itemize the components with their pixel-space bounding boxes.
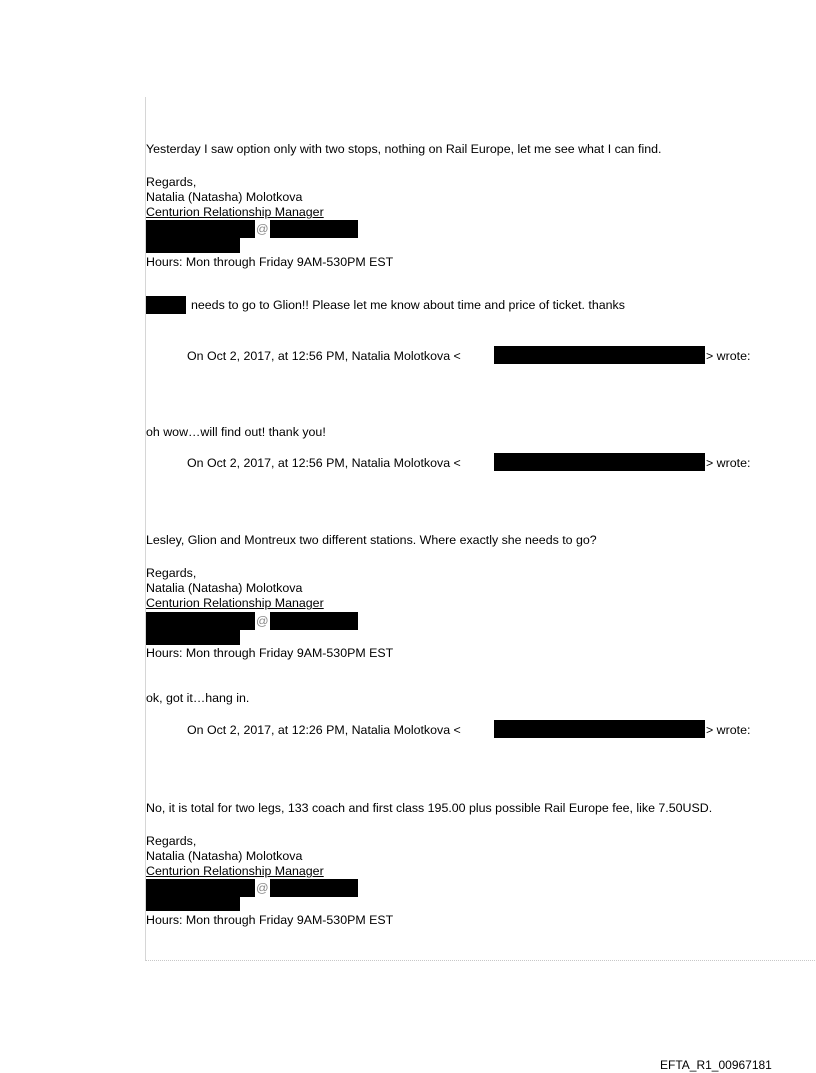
message-body: Yesterday I saw option only with two stops, nothing on Rail Europe, let me see what I can find. bbox=[146, 142, 662, 156]
redaction-box bbox=[270, 220, 358, 238]
signature-name: Natalia (Natasha) Molotkova bbox=[146, 190, 303, 204]
message-body: oh wow…will find out! thank you! bbox=[146, 425, 326, 439]
redaction-box bbox=[146, 879, 255, 897]
signature-at-sign: @ bbox=[256, 222, 269, 236]
signature-name: Natalia (Natasha) Molotkova bbox=[146, 581, 303, 595]
signature-regards: Regards, bbox=[146, 175, 197, 189]
redaction-box bbox=[494, 453, 705, 471]
message-body: ok, got it…hang in. bbox=[146, 691, 250, 705]
signature-name: Natalia (Natasha) Molotkova bbox=[146, 849, 303, 863]
signature-title: Centurion Relationship Manager bbox=[146, 596, 324, 610]
redaction-box bbox=[146, 220, 255, 238]
message-body: No, it is total for two legs, 133 coach and first class 195.00 plus possible Rail Europe fee, like 7.50USD. bbox=[146, 801, 713, 815]
message-body: Lesley, Glion and Montreux two different stations. Where exactly she needs to go? bbox=[146, 533, 597, 547]
redaction-box bbox=[494, 346, 705, 364]
quote-header-prefix: On Oct 2, 2017, at 12:26 PM, Natalia Molotkova < bbox=[187, 723, 461, 737]
signature-hours: Hours: Mon through Friday 9AM-530PM EST bbox=[146, 646, 394, 660]
redaction-box bbox=[146, 296, 186, 314]
signature-title: Centurion Relationship Manager bbox=[146, 205, 324, 219]
signature-hours: Hours: Mon through Friday 9AM-530PM EST bbox=[146, 913, 394, 927]
signature-at-sign: @ bbox=[256, 614, 269, 628]
redaction-box bbox=[146, 238, 240, 253]
redaction-box bbox=[270, 879, 358, 897]
signature-regards: Regards, bbox=[146, 566, 197, 580]
signature-title: Centurion Relationship Manager bbox=[146, 864, 324, 878]
quote-header-suffix: > wrote: bbox=[706, 456, 751, 470]
message-body: needs to go to Glion!! Please let me know about time and price of ticket. thanks bbox=[191, 298, 625, 312]
signature-at-sign: @ bbox=[256, 881, 269, 895]
redaction-box bbox=[270, 612, 358, 630]
quote-header-suffix: > wrote: bbox=[706, 349, 751, 363]
signature-regards: Regards, bbox=[146, 834, 197, 848]
document-id: EFTA_R1_00967181 bbox=[660, 1058, 772, 1072]
redaction-box bbox=[494, 720, 705, 738]
quote-header-suffix: > wrote: bbox=[706, 723, 751, 737]
signature-hours: Hours: Mon through Friday 9AM-530PM EST bbox=[146, 255, 394, 269]
redaction-box bbox=[146, 630, 240, 645]
quote-header-prefix: On Oct 2, 2017, at 12:56 PM, Natalia Molotkova < bbox=[187, 349, 461, 363]
redaction-box bbox=[146, 897, 240, 911]
redaction-box bbox=[146, 612, 255, 630]
quote-header-prefix: On Oct 2, 2017, at 12:56 PM, Natalia Molotkova < bbox=[187, 456, 461, 470]
